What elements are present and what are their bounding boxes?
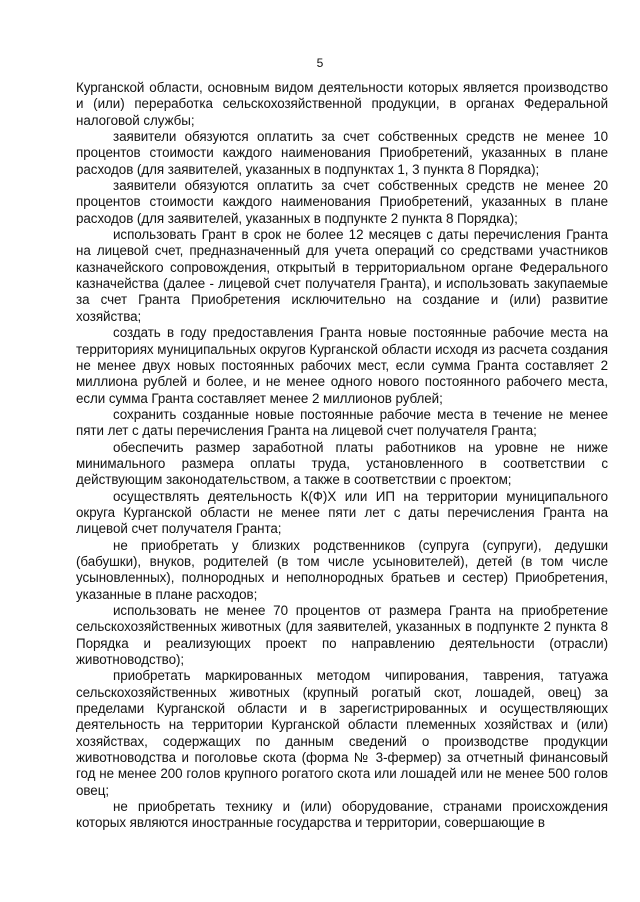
paragraph-no-relatives-purchase: не приобретать у близких родственников (супруга (супруги), дедушки (бабушки), внуков, родителей (в том числе усыновителей), детей (в том числе усыновленных), полнородных и неполнородных братьев и сестер) Приобретения, указанные в плане расходов; bbox=[76, 537, 608, 602]
paragraph-livestock-70-percent: использовать не менее 70 процентов от размера Гранта на приобретение сельскохозяйственных животных (для заявителей, указанных в подпункте 2 пункта 8 Порядка и реализующих проект по направлению деятельности (отрасли) животноводство); bbox=[76, 603, 608, 668]
paragraph-own-funds-10-percent: заявители обязуются оплатить за счет собственных средств не менее 10 процентов стоимости каждого наименования Приобретений, указанных в плане расходов (для заявителей, указанных в подпунктах 1, 3 пункта 8 Порядка); bbox=[76, 129, 608, 177]
paragraph-own-funds-20-percent: заявители обязуются оплатить за счет собственных средств не менее 20 процентов стоимости каждого наименования Приобретений, указанных в плане расходов (для заявителей, указанных в подпункте 2 пункта 8 Порядка); bbox=[76, 178, 608, 226]
document-body bbox=[76, 80, 608, 832]
paragraph-keep-jobs: сохранить созданные новые постоянные рабочие места в течение не менее пяти лет с даты перечисления Гранта на лицевой счет получателя Гранта; bbox=[76, 406, 608, 439]
paragraph-create-jobs: создать в году предоставления Гранта новые постоянные рабочие места на территориях муниципальных округов Курганской области исходя из расчета создания не менее двух новых постоянных рабочих мест, если сумма Гранта составляет 2 миллиона рублей и более, и не менее одного нового постоянного рабочего места, если сумма Гранта составляет менее 2 миллионов рублей; bbox=[76, 325, 608, 406]
paragraph-minimum-wage: обеспечить размер заработной платы работников на уровне не ниже минимального размера оплаты труда, установленного в соответствии с действующим законодательством, а также в соответствии с проектом; bbox=[76, 439, 608, 488]
paragraph-foreign-equipment: не приобретать технику и (или) оборудование, странами происхождения которых являются иностранные государства и территории, совершающие в bbox=[76, 799, 608, 831]
paragraph-operate-five-years: осуществлять деятельность К(Ф)Х или ИП на территории муниципального округа Курганской области не менее пяти лет с даты перечисления Гранта на лицевой счет получателя Гранта; bbox=[76, 488, 608, 537]
page-number: 5 bbox=[316, 56, 324, 70]
paragraph-continuation: Курганской области, основным видом деятельности которых является производство и (или) переработка сельскохозяйственной продукции, в органах Федеральной налоговой службы; bbox=[76, 80, 608, 128]
paragraph-marked-livestock: приобретать маркированных методом чипирования, таврения, татуажа сельскохозяйственных животных (крупный рогатый скот, лошадей, овец) за пределами Курганской области и в зарегистрированных и осуществляющих деятельность на территории Курганской области племенных хозяйствах и (или) хозяйствах, содержащих по данным сведений о производстве продукции животноводства и поголовье скота (форма № 3-фермер) за отчетный финансовый год не менее 200 голов крупного рогатого скота или лошадей или не менее 500 голов овец; bbox=[76, 668, 608, 798]
paragraph-grant-usage-term: использовать Грант в срок не более 12 месяцев с даты перечисления Гранта на лицевой счет, предназначенный для учета операций со средствами участников казначейского сопровождения, открытый в территориальном органе Федерального казначейства (далее - лицевой счет получателя Гранта), и использовать закупаемые за счет Гранта Приобретения исключительно на создание и (или) развитие хозяйства; bbox=[76, 227, 608, 324]
